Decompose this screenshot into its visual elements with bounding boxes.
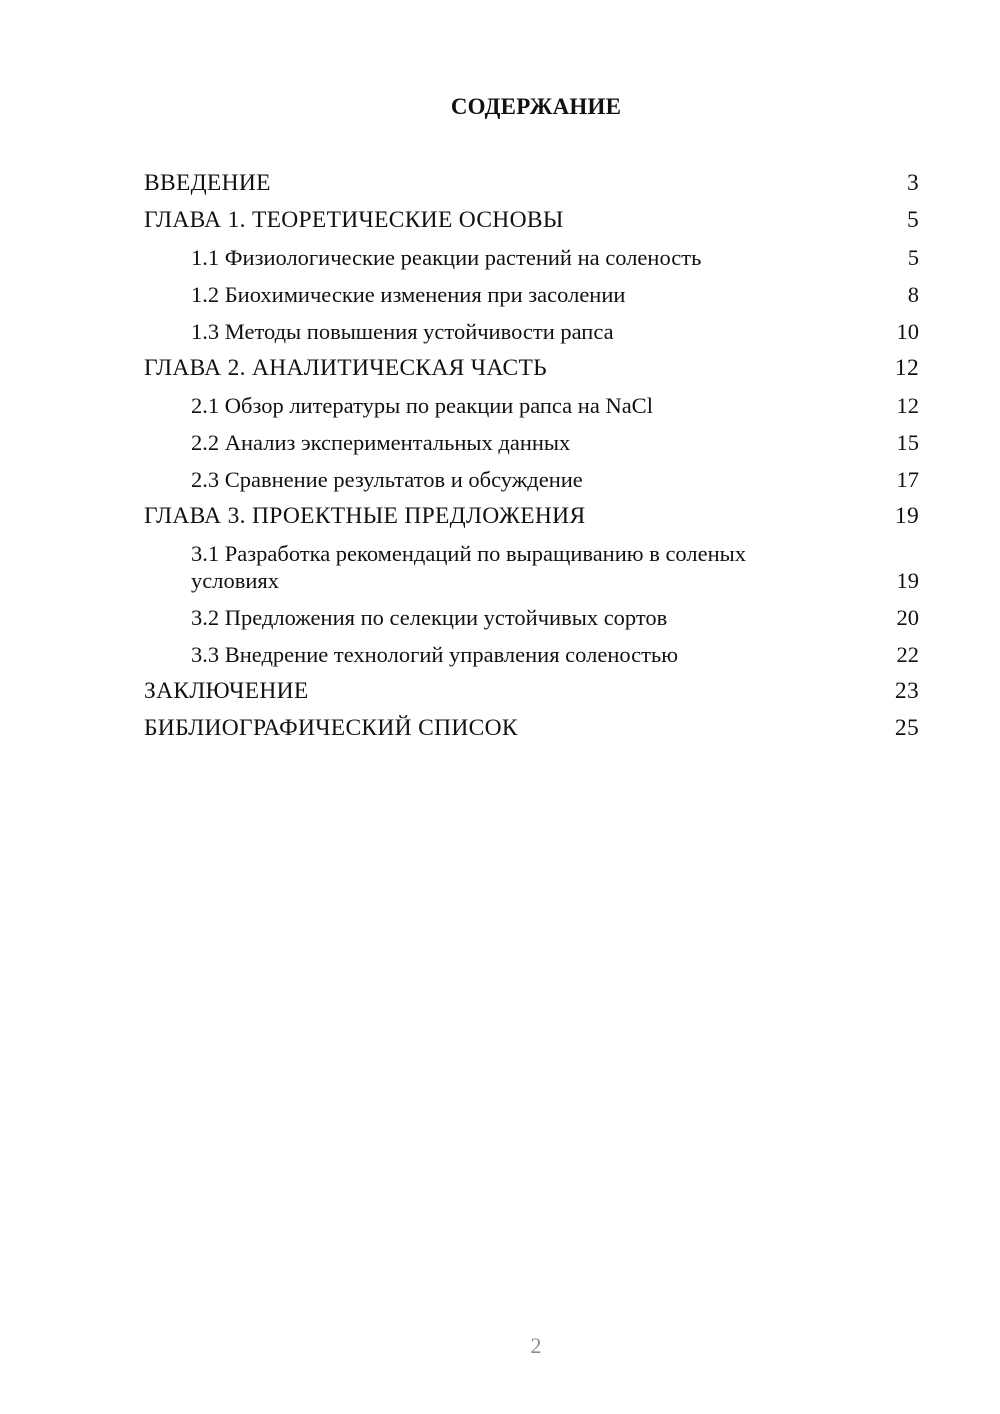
toc-entry-chapter-2[interactable] xyxy=(144,355,919,382)
toc-entry-page: 19 xyxy=(894,503,919,529)
toc-entry-label: 1.3 Методы повышения устойчивости рапса xyxy=(191,319,614,344)
toc-entry-label: БИБЛИОГРАФИЧЕСКИЙ СПИСОК xyxy=(144,715,518,741)
toc-entry-label: 1.1 Физиологические реакции растений на соленость xyxy=(191,245,702,270)
toc-entry-page: 8 xyxy=(907,282,919,307)
toc-entry-label: 2.3 Сравнение результатов и обсуждение xyxy=(191,467,583,492)
toc-entry-page: 5 xyxy=(907,245,919,270)
toc-entry-section-1-2[interactable] xyxy=(144,281,919,308)
toc-entry-label: 3.2 Предложения по селекции устойчивых сортов xyxy=(191,605,668,630)
toc-entry-label: ГЛАВА 2. АНАЛИТИЧЕСКАЯ ЧАСТЬ xyxy=(144,355,547,381)
page-title: СОДЕРЖАНИЕ xyxy=(450,94,622,119)
toc-entry-page: 22 xyxy=(896,642,919,667)
toc-entry-section-2-1[interactable] xyxy=(144,392,919,419)
page-number: 2 xyxy=(530,1333,542,1358)
toc-entry-page: 5 xyxy=(906,207,919,233)
toc-entry-section-3-2[interactable] xyxy=(144,604,919,631)
toc-entry-page: 12 xyxy=(896,393,919,418)
toc-entry-section-3-3[interactable] xyxy=(144,641,919,668)
toc-entry-page: 23 xyxy=(894,678,919,704)
toc-entry-label: ГЛАВА 3. ПРОЕКТНЫЕ ПРЕДЛОЖЕНИЯ xyxy=(144,503,586,529)
toc-entry-page: 15 xyxy=(896,430,919,455)
toc-entry-conclusion[interactable] xyxy=(144,678,919,705)
toc-entry-page: 25 xyxy=(894,715,919,741)
toc-entry-label: 3.1 Разработка рекомендаций по выращиванию в соленых условиях xyxy=(191,541,747,593)
toc-entry-section-2-3[interactable] xyxy=(144,466,919,493)
toc-entry-label: 2.2 Анализ экспериментальных данных xyxy=(191,430,571,455)
toc-entry-label: 1.2 Биохимические изменения при засолении xyxy=(191,282,626,307)
table-of-contents xyxy=(144,170,919,752)
toc-entry-page: 19 xyxy=(896,568,919,593)
toc-entry-page: 20 xyxy=(896,605,919,630)
toc-entry-label: ЗАКЛЮЧЕНИЕ xyxy=(144,678,309,704)
toc-entry-page: 10 xyxy=(896,319,919,344)
toc-entry-section-1-3[interactable] xyxy=(144,318,919,345)
toc-entry-section-1-1[interactable] xyxy=(144,244,919,271)
toc-entry-label: ГЛАВА 1. ТЕОРЕТИЧЕСКИЕ ОСНОВЫ xyxy=(144,207,564,233)
toc-entry-page: 3 xyxy=(906,170,919,196)
toc-entry-chapter-1[interactable] xyxy=(144,207,919,234)
toc-entry-label: 2.1 Обзор литературы по реакции рапса на NaCl xyxy=(191,393,653,418)
toc-entry-bibliography[interactable] xyxy=(144,715,919,742)
toc-entry-label: ВВЕДЕНИЕ xyxy=(144,170,271,196)
toc-entry-page: 17 xyxy=(896,467,919,492)
toc-entry-section-3-1[interactable] xyxy=(144,540,919,594)
toc-entry-introduction[interactable] xyxy=(144,170,919,197)
toc-entry-label: 3.3 Внедрение технологий управления соленостью xyxy=(191,642,679,667)
toc-entry-page: 12 xyxy=(894,355,919,381)
toc-entry-section-2-2[interactable] xyxy=(144,429,919,456)
toc-entry-chapter-3[interactable] xyxy=(144,503,919,530)
